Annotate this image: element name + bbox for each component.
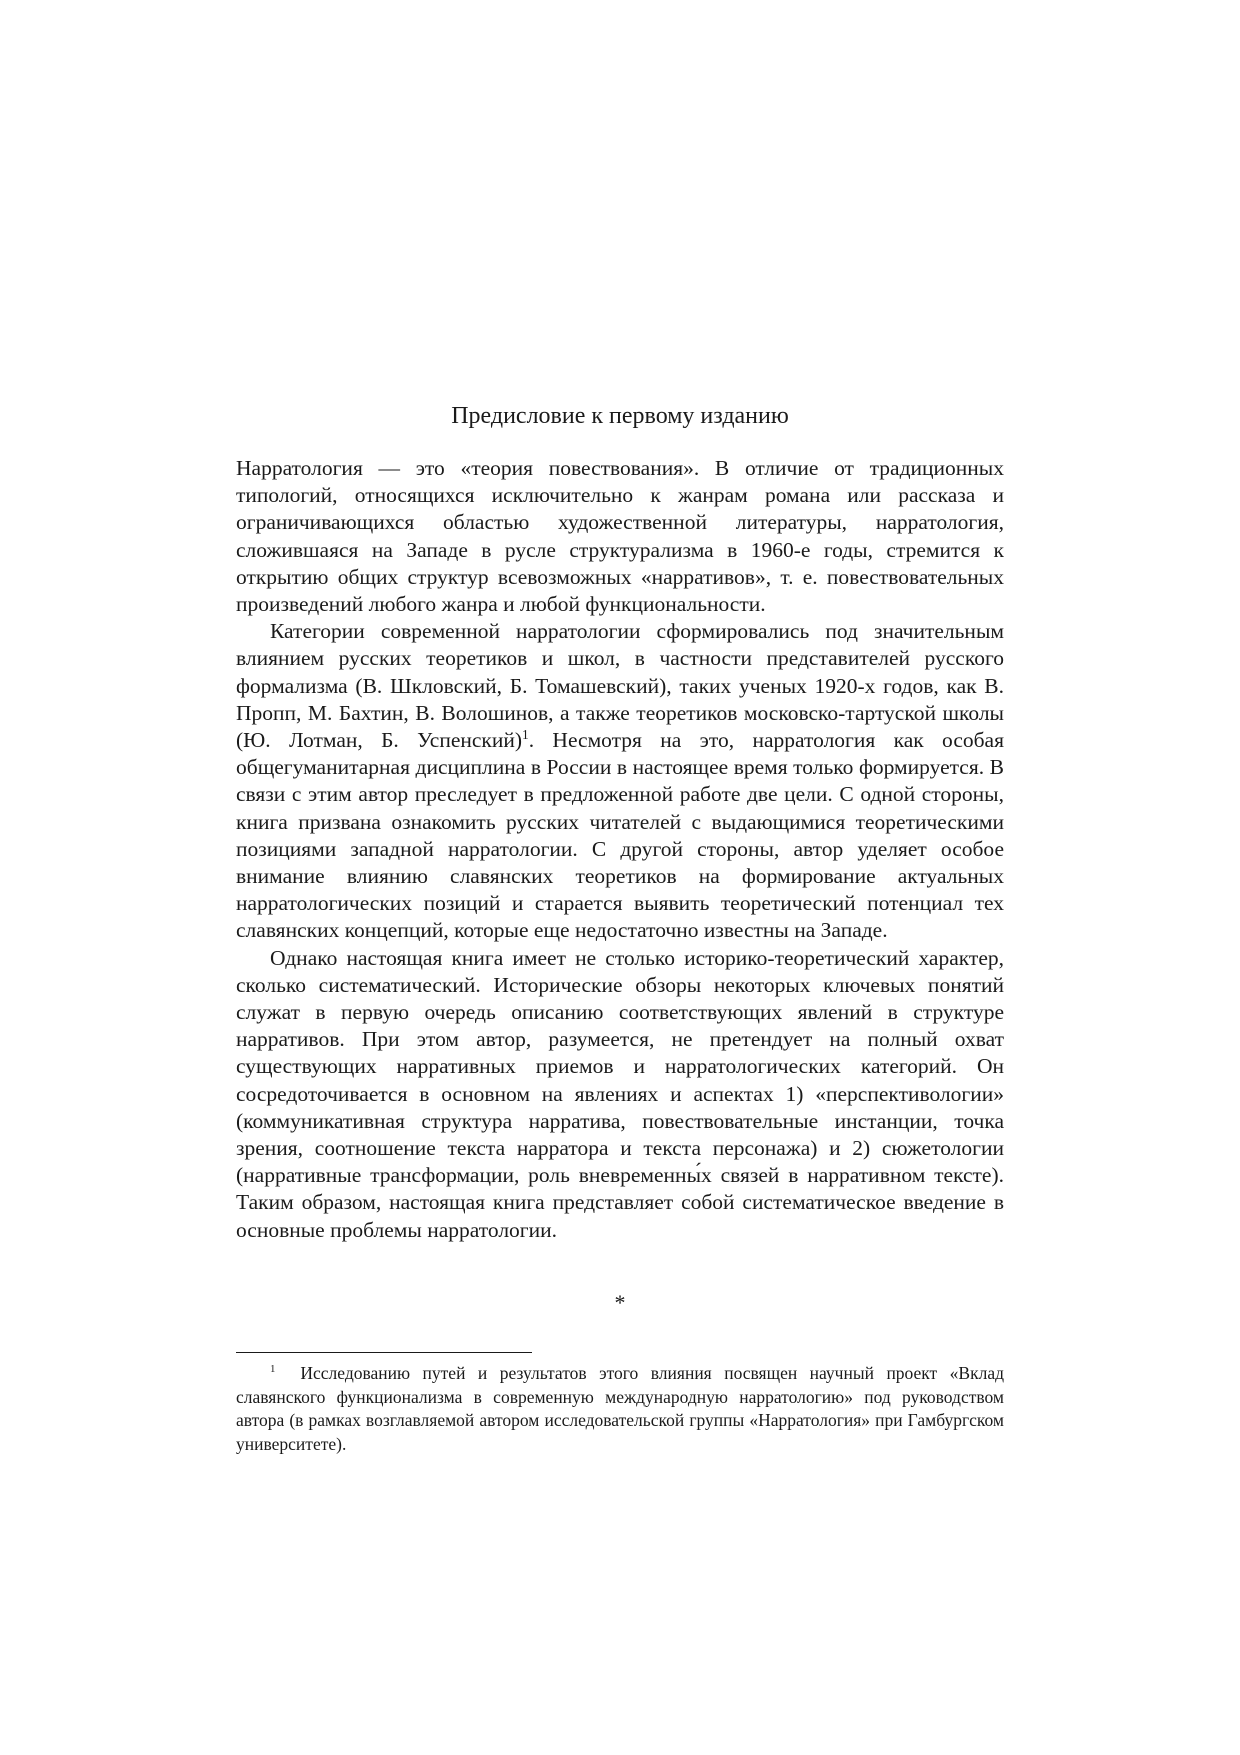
paragraph-2: [236, 618, 1004, 944]
footnote-reference: 1: [522, 726, 529, 742]
body-text: [236, 455, 1004, 1244]
footnote: [236, 1362, 1004, 1456]
paragraph-2-text-part-1: Категории современной нарратологии сформировались под значительным влиянием русских теоретиков и школ, в частности представителей русского формализма (В. Шкловский, Б. Томашевский), таких ученых 1920-х годов, как В. Пропп, М. Бахтин, В. Волошинов, а также теоретиков московско-тартуской школы (Ю. Лотман, Б. Успенский): [236, 619, 1004, 753]
section-separator: *: [614, 1290, 626, 1315]
footnote-divider: [236, 1352, 532, 1353]
paragraph-1: Нарратология — это «теория повествования». В отличие от традиционных типологий, относящихся исключительно к жанрам романа или рассказа и ограничивающихся областью художественной литературы, нарратология, сложившаяся на Западе в русле структурализма в 1960-е годы, стремится к открытию общих структур всевозможных «нарративов», т. е. повествовательных произведений любого жанра и любой функциональности.: [236, 456, 1004, 617]
paragraph-2-text-part-2: . Несмотря на это, нарратология как особая общегуманитарная дисциплина в России в настоящее время только формируется. В связи с этим автор преследует в предложенной работе две цели. С одной стороны, книга призвана ознакомить русских читателей с выдающимися теоретическими позициями западной нарратологии. С другой стороны, автор уделяет особое внимание влиянию славянских теоретиков на формирование актуальных нарратологических позиций и старается выявить теоретический потенциал тех славянских концепций, которые еще недостаточно известны на Западе.: [236, 728, 1004, 943]
footnote-marker: 1: [270, 1363, 276, 1376]
page-title: Предисловие к первому изданию: [451, 403, 789, 429]
paragraph-3: Однако настоящая книга имеет не столько историко-теоретический характер, сколько систематический. Исторические обзоры некоторых ключевых понятий служат в первую очередь описанию соответствующих явлений в структуре нарративов. При этом автор, разумеется, не претендует на полный охват существующих нарративных приемов и нарратологических категорий. Он сосредоточивается в основном на явлениях и аспектах 1) «перспективологии» (коммуникативная структура нарратива, повествовательные инстанции, точка зрения, соотношение текста нарратора и текста персонажа) и 2) сюжетологии (нарративные трансформации, роль вневременны́х связей в нарративном тексте). Таким образом, настоящая книга представляет собой систематическое введение в основные проблемы нарратологии.: [236, 945, 1004, 1242]
footnote-text: Исследованию путей и результатов этого влияния посвящен научный проект «Вклад славянского функционализма в современную международную нарратологию» под руководством автора (в рамках возглавляемой автором исследовательской группы «Нарратология» при Гамбургском университете).: [236, 1363, 1005, 1454]
